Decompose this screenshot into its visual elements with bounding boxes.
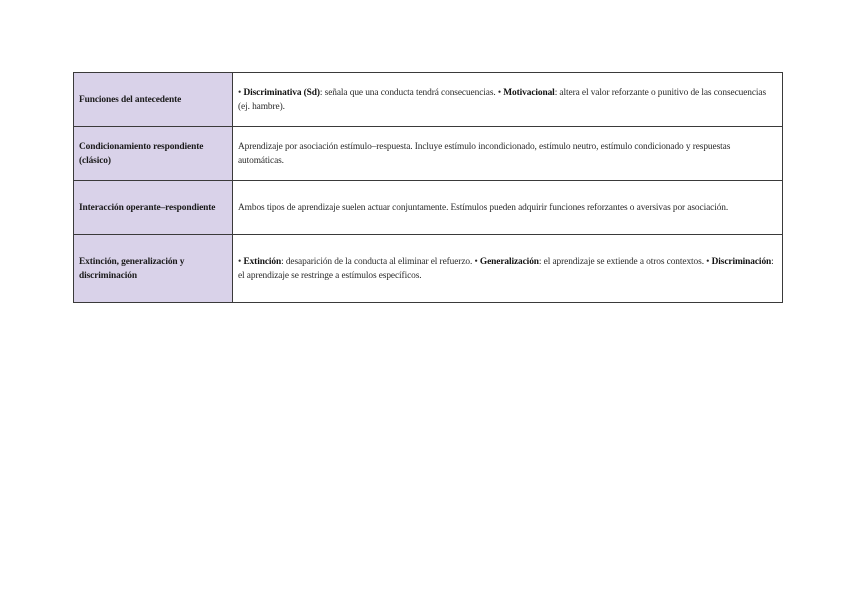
description-segment-bold: Discriminación xyxy=(711,256,772,267)
description-segment-bold: Generalización xyxy=(479,256,539,267)
table-row-respondent-conditioning xyxy=(74,127,783,181)
description-segment: : altera el valor reforzante o punitivo de las consecuencias (ej. hambre). xyxy=(238,87,767,112)
description-segment: Ambos tipos de aprendizaje suelen actuar conjuntamente. Estímulos pueden adquirir funciones reforzantes o aversivas por asociación. xyxy=(238,202,729,213)
table-row-operant-respondent-interaction xyxy=(74,181,783,235)
description-segment: • xyxy=(238,87,244,98)
term-cell: Interacción operante–respondiente xyxy=(74,181,233,235)
description-segment-bold: Extinción xyxy=(243,256,282,267)
description-segment: • xyxy=(238,256,244,267)
description-cell xyxy=(233,235,783,303)
term-cell: Funciones del antecedente xyxy=(74,73,233,127)
term-cell: Extinción, generalización y discriminación xyxy=(74,235,233,303)
table-row-antecedent-functions xyxy=(74,73,783,127)
description-cell xyxy=(233,127,783,181)
description-segment: : el aprendizaje se extiende a otros contextos. • xyxy=(538,256,712,267)
description-segment: : señala que una conducta tendrá consecuencias. • xyxy=(319,87,504,98)
description-segment: Aprendizaje por asociación estímulo–respuesta. Incluye estímulo incondicionado, estímulo neutro, estímulo condicionado y respuestas automáticas. xyxy=(238,141,731,166)
description-segment: : desaparición de la conducta al eliminar el refuerzo. • xyxy=(281,256,480,267)
description-segment: : el aprendizaje se restringe a estímulos específicos. xyxy=(238,256,774,281)
description-segment-bold: Motivacional xyxy=(503,87,555,98)
table-row-extinction-generalization xyxy=(74,235,783,303)
description-segment-bold: Discriminativa (Sd) xyxy=(243,87,320,98)
concepts-table xyxy=(73,72,783,303)
term-cell: Condicionamiento respondiente (clásico) xyxy=(74,127,233,181)
description-cell xyxy=(233,73,783,127)
description-cell xyxy=(233,181,783,235)
